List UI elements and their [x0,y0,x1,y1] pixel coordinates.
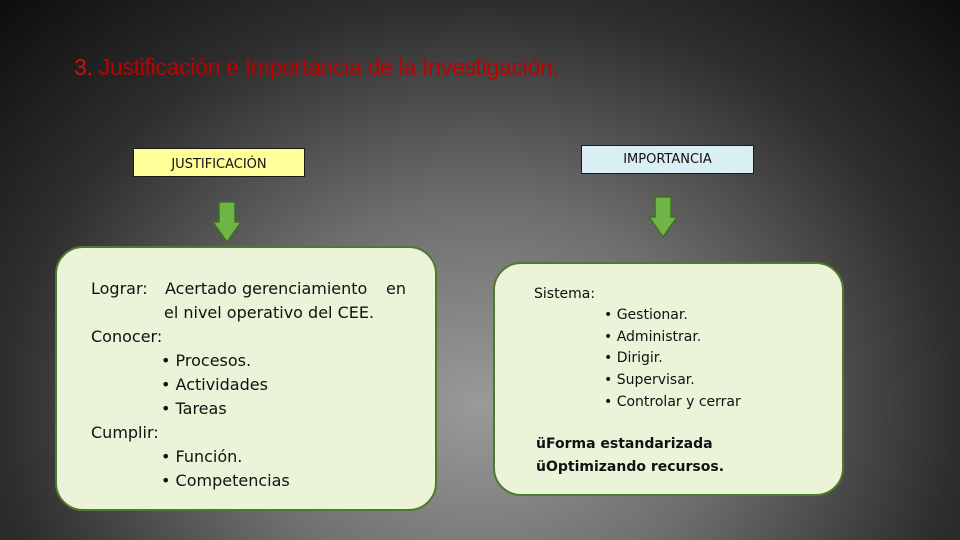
importance-header-label: IMPORTANCIA [623,152,712,167]
down-arrow-icon [212,201,242,243]
lograr-text-en: en [386,279,406,298]
title-number: 3. [74,54,93,80]
lograr-label: Lograr: [91,279,148,298]
sistema-item: • Controlar y cerrar [604,394,741,410]
cumplir-label: Cumplir: [91,423,159,442]
lograr-text-1: Acertado gerenciamiento [165,279,368,298]
conocer-item: • Procesos. [161,351,252,370]
check-item: üForma estandarizada [536,436,713,452]
slide-title [74,54,559,81]
sistema-item: • Administrar. [604,329,702,345]
sistema-label: Sistema: [534,286,596,302]
justification-header [133,148,305,177]
title-text: Justificación e Importancia de la Investigación. [98,54,559,80]
justification-header-label: JUSTIFICACIÓN [171,157,267,172]
cumplir-item: • Función. [161,447,243,466]
check-item: üOptimizando recursos. [536,459,725,475]
cumplir-item: • Competencias [161,471,290,490]
sistema-item: • Gestionar. [604,307,688,323]
lograr-text-2: el nivel operativo del CEE. [164,303,375,322]
conocer-label: Conocer: [91,327,163,346]
down-arrow-icon [648,196,678,238]
conocer-item: • Tareas [161,399,227,418]
sistema-item: • Dirigir. [604,350,663,366]
importance-header [581,145,754,174]
conocer-item: • Actividades [161,375,268,394]
sistema-item: • Supervisar. [604,372,695,388]
